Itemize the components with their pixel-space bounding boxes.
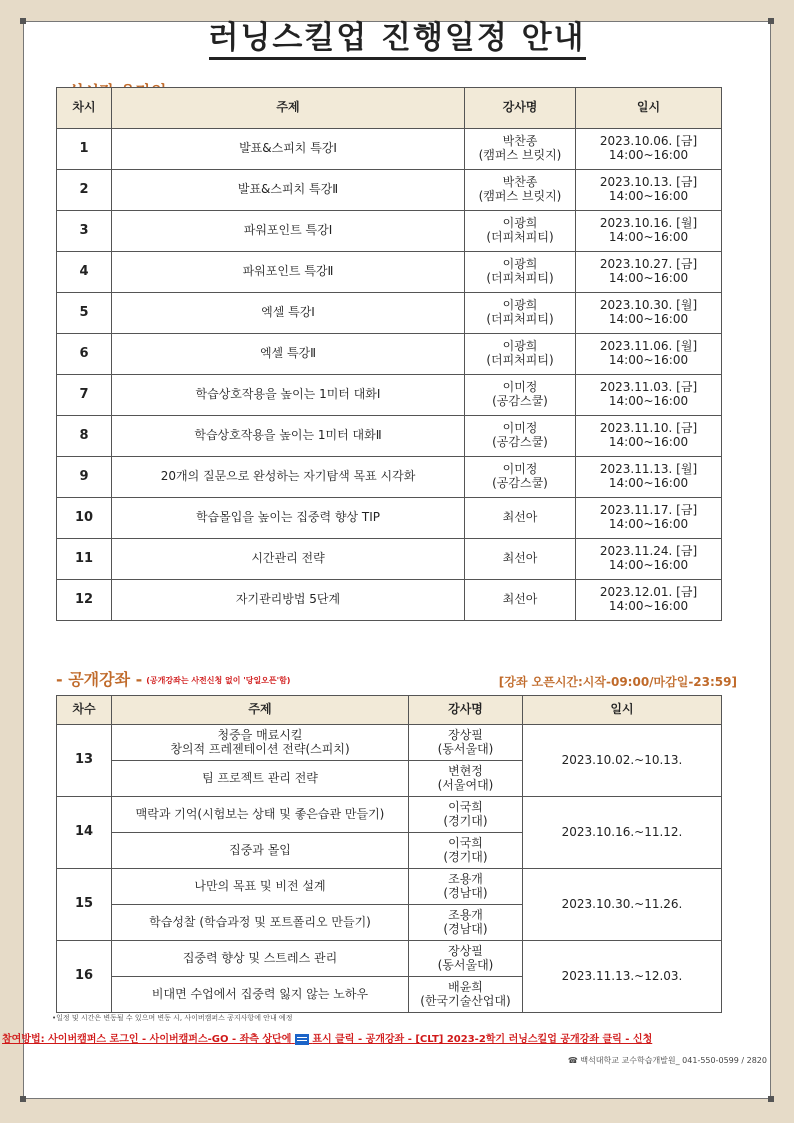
online-schedule-table <box>56 87 722 621</box>
table-row <box>57 725 722 761</box>
datetime-cell: 2023.10.16. [월] 14:00~16:00 <box>576 211 722 252</box>
topic-cell: 시간관리 전략 <box>112 539 465 580</box>
header-lecturer: 강사명 <box>465 88 576 129</box>
table-row <box>57 498 722 539</box>
datetime-cell: 2023.10.27. [금] 14:00~16:00 <box>576 252 722 293</box>
lecturer-name: 박찬종 <box>502 134 538 149</box>
header-topic: 주제 <box>112 696 409 725</box>
session-number: 4 <box>57 252 112 293</box>
lecturer-name: 이광희 <box>502 298 538 313</box>
table-row <box>57 416 722 457</box>
table-row <box>57 580 722 621</box>
lecturer-name: 이미정 <box>502 462 538 477</box>
lecturer-org: (한국기술산업대) <box>420 993 511 1008</box>
lecturer-cell <box>409 725 523 761</box>
lecturer-org: (더피처피티) <box>486 312 554 326</box>
session-number: 12 <box>57 580 112 621</box>
topic-line: 나만의 목표 및 비전 설계 <box>194 878 326 893</box>
table-row <box>57 457 722 498</box>
table-row <box>57 252 722 293</box>
lecturer-name: 이광희 <box>502 216 538 231</box>
session-number: 15 <box>57 869 112 941</box>
lecturer-name: 최선아 <box>502 510 538 525</box>
lecturer-cell <box>465 375 576 416</box>
topic-cell <box>112 725 409 761</box>
participation-method <box>2 1030 772 1045</box>
lecturer-name: 배윤희 <box>448 979 483 994</box>
topic-cell <box>112 869 409 905</box>
session-number: 11 <box>57 539 112 580</box>
datetime-cell: 2023.10.30. [월] 14:00~16:00 <box>576 293 722 334</box>
session-number: 7 <box>57 375 112 416</box>
topic-cell: 엑셀 특강Ⅰ <box>112 293 465 334</box>
lecturer-org: (경기대) <box>443 813 488 828</box>
datetime-cell: 2023.10.06. [금] 14:00~16:00 <box>576 129 722 170</box>
lecturer-name: 조용개 <box>448 907 483 922</box>
lecturer-cell <box>409 977 523 1013</box>
table-row <box>57 211 722 252</box>
lecturer-name: 이미정 <box>502 380 538 395</box>
topic-cell <box>112 833 409 869</box>
datetime-cell: 2023.11.06. [월] 14:00~16:00 <box>576 334 722 375</box>
topic-cell: 발표&스피치 특강Ⅰ <box>112 129 465 170</box>
datetime-cell: 2023.11.10. [금] 14:00~16:00 <box>576 416 722 457</box>
table-row <box>57 539 722 580</box>
menu-icon <box>295 1034 309 1045</box>
datetime-cell: 2023.10.13. [금] 14:00~16:00 <box>576 170 722 211</box>
topic-line: 팀 프로젝트 관리 전략 <box>202 770 318 785</box>
table-row <box>57 375 722 416</box>
topic-cell: 자기관리방법 5단계 <box>112 580 465 621</box>
datetime-cell: 2023.11.17. [금] 14:00~16:00 <box>576 498 722 539</box>
session-number: 8 <box>57 416 112 457</box>
open-course-table <box>56 695 722 1013</box>
lecturer-cell <box>465 211 576 252</box>
lecturer-cell <box>409 905 523 941</box>
corner-mark <box>20 1096 26 1102</box>
lecturer-name: 박찬종 <box>502 175 538 190</box>
lecturer-cell <box>409 941 523 977</box>
lecturer-name: 이광희 <box>502 339 538 354</box>
header-datetime: 일시 <box>523 696 722 725</box>
session-number: 5 <box>57 293 112 334</box>
table-row <box>57 170 722 211</box>
lecturer-name: 장상필 <box>448 727 483 742</box>
lecturer-name: 이광희 <box>502 257 538 272</box>
topic-line: 비대면 수업에서 집중력 잃지 않는 노하우 <box>151 986 369 1001</box>
lecturer-cell <box>409 761 523 797</box>
topic-cell: 파워포인트 특강Ⅱ <box>112 252 465 293</box>
table-header-row <box>57 696 722 725</box>
header-topic: 주제 <box>112 88 465 129</box>
lecturer-cell <box>465 252 576 293</box>
lecturer-org: (캠퍼스 브릿지) <box>478 189 562 203</box>
table-row <box>57 293 722 334</box>
topic-line: 집중력 향상 및 스트레스 관리 <box>182 950 338 965</box>
topic-cell <box>112 761 409 797</box>
topic-line: 창의적 프레젠테이션 전략(스피치) <box>170 741 350 756</box>
topic-cell: 20개의 질문으로 완성하는 자기탐색 목표 시각화 <box>112 457 465 498</box>
lecturer-org: (더피처피티) <box>486 271 554 285</box>
header-datetime: 일시 <box>576 88 722 129</box>
open-hours: [강좌 오픈시간:시작-09:00/마감일-23:59] <box>498 675 737 689</box>
session-number: 6 <box>57 334 112 375</box>
corner-mark <box>768 1096 774 1102</box>
table-row <box>57 869 722 905</box>
header-session: 차수 <box>57 696 112 725</box>
lecturer-org: (서울여대) <box>437 777 494 792</box>
period-cell: 2023.10.02.~10.13. <box>523 725 722 797</box>
datetime-cell: 2023.11.03. [금] 14:00~16:00 <box>576 375 722 416</box>
lecturer-name: 이미정 <box>502 421 538 436</box>
topic-line: 맥락과 기억(시험보는 상태 및 좋은습관 만들기) <box>135 806 385 821</box>
lecturer-org: (경남대) <box>443 885 488 900</box>
datetime-cell: 2023.11.13. [월] 14:00~16:00 <box>576 457 722 498</box>
lecturer-name: 최선아 <box>502 551 538 566</box>
table-row <box>57 334 722 375</box>
topic-cell <box>112 977 409 1013</box>
open-note: (공개강좌는 사전신청 없이 '당일오픈'함) <box>146 676 291 685</box>
topic-cell: 학습상호작용을 높이는 1미터 대화Ⅰ <box>112 375 465 416</box>
topic-cell: 엑셀 특강Ⅱ <box>112 334 465 375</box>
lecturer-cell <box>465 457 576 498</box>
session-number: 1 <box>57 129 112 170</box>
lecturer-cell <box>465 539 576 580</box>
session-number: 16 <box>57 941 112 1013</box>
page-title: 러닝스킬업 진행일정 안내 <box>0 12 794 57</box>
schedule-note: •일정 및 시간은 변동될 수 있으며 변동 시, 사이버캠퍼스 공지사항에 안내 예정 <box>52 1014 293 1022</box>
session-number: 13 <box>57 725 112 797</box>
lecturer-cell <box>465 293 576 334</box>
lecturer-cell <box>465 170 576 211</box>
method-text-prefix: 참여방법: 사이버캠퍼스 로그인 - 사이버캠퍼스-GO - 좌측 상단에 <box>2 1034 292 1045</box>
lecturer-cell <box>409 869 523 905</box>
table-row <box>57 941 722 977</box>
topic-cell <box>112 905 409 941</box>
lecturer-org: (더피처피티) <box>486 230 554 244</box>
topic-line: 청중을 매료시킬 <box>217 727 303 742</box>
lecturer-cell <box>465 498 576 539</box>
period-cell: 2023.10.16.~11.12. <box>523 797 722 869</box>
session-number: 10 <box>57 498 112 539</box>
lecturer-org: (경남대) <box>443 921 488 936</box>
lecturer-name: 이국희 <box>448 799 483 814</box>
session-number: 14 <box>57 797 112 869</box>
lecturer-org: (동서울대) <box>437 957 494 972</box>
datetime-cell: 2023.12.01. [금] 14:00~16:00 <box>576 580 722 621</box>
contact-info: ☎ 백석대학교 교수학습개발원_ 041-550-0599 / 2820 <box>567 1056 767 1065</box>
datetime-cell: 2023.11.24. [금] 14:00~16:00 <box>576 539 722 580</box>
topic-cell <box>112 797 409 833</box>
lecturer-cell <box>409 833 523 869</box>
lecturer-org: (공감스쿨) <box>492 394 548 408</box>
lecturer-cell <box>465 334 576 375</box>
lecturer-name: 이국희 <box>448 835 483 850</box>
period-cell: 2023.11.13.~12.03. <box>523 941 722 1013</box>
lecturer-cell <box>409 797 523 833</box>
method-text-suffix: 표시 클릭 - 공개강좌 - [CLT] 2023-2학기 러닝스킬업 공개강좌 클릭 - 신청 <box>312 1034 653 1045</box>
session-number: 3 <box>57 211 112 252</box>
header-session: 차시 <box>57 88 112 129</box>
period-cell: 2023.10.30.~11.26. <box>523 869 722 941</box>
lecturer-name: 조용개 <box>448 871 483 886</box>
topic-cell: 학습몰입을 높이는 집중력 향상 TIP <box>112 498 465 539</box>
open-heading-text: - 공개강좌 - <box>56 670 143 689</box>
topic-cell: 학습상호작용을 높이는 1미터 대화Ⅱ <box>112 416 465 457</box>
table-row <box>57 797 722 833</box>
topic-line: 학습성찰 (학습과정 및 포트폴리오 만들기) <box>149 914 371 929</box>
session-number: 9 <box>57 457 112 498</box>
lecturer-cell <box>465 129 576 170</box>
table-header-row <box>57 88 722 129</box>
lecturer-org: (공감스쿨) <box>492 476 548 490</box>
lecturer-name: 장상필 <box>448 943 483 958</box>
session-number: 2 <box>57 170 112 211</box>
topic-line: 집중과 몰입 <box>229 842 291 857</box>
lecturer-name: 최선아 <box>502 592 538 607</box>
lecturer-org: (캠퍼스 브릿지) <box>478 148 562 162</box>
lecturer-org: (더피처피티) <box>486 353 554 367</box>
open-section-heading <box>56 667 290 690</box>
lecturer-cell <box>465 580 576 621</box>
table-row <box>57 129 722 170</box>
lecturer-cell <box>465 416 576 457</box>
header-lecturer: 강사명 <box>409 696 523 725</box>
lecturer-org: (경기대) <box>443 849 488 864</box>
lecturer-name: 변현정 <box>448 763 483 778</box>
lecturer-org: (공감스쿨) <box>492 435 548 449</box>
topic-cell <box>112 941 409 977</box>
lecturer-org: (동서울대) <box>437 741 494 756</box>
topic-cell: 파워포인트 특강Ⅰ <box>112 211 465 252</box>
topic-cell: 발표&스피치 특강Ⅱ <box>112 170 465 211</box>
